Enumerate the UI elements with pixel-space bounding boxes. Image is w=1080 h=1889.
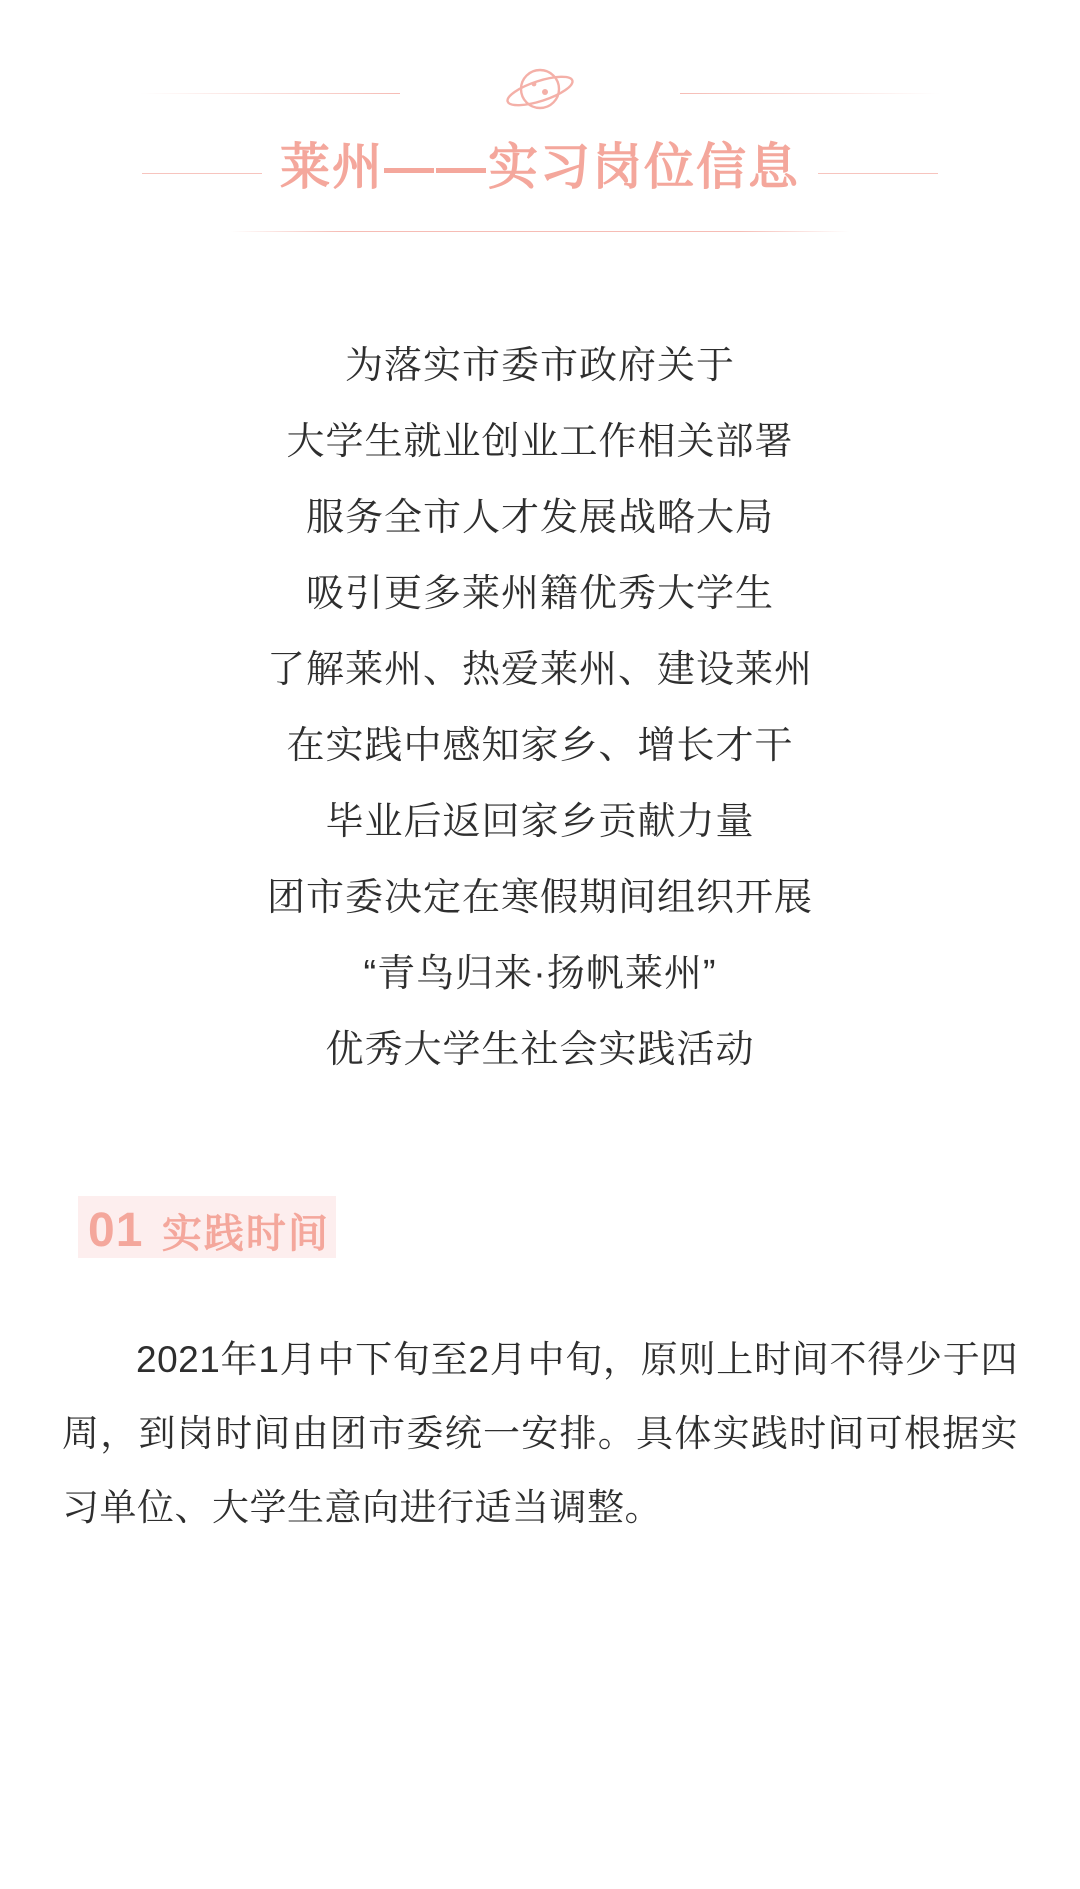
- title-underline: [230, 231, 850, 232]
- section-title: 实践时间: [161, 1211, 330, 1256]
- page-header: [0, 0, 1080, 232]
- intro-line: 优秀大学生社会实践活动: [325, 1028, 755, 1071]
- intro-line: 为落实市委市政府关于: [344, 344, 735, 387]
- intro-line: 在实践中感知家乡、增长才干: [286, 724, 794, 767]
- section-number: 01: [88, 1203, 144, 1257]
- section-paragraph: 2021年1月中下旬至2月中旬，原则上时间不得少于四周，到岗时间由团市委统一安排。具体实践时间可根据实习单位、大学生意向进行适当调整。: [62, 1338, 1018, 1528]
- section-heading: [78, 1192, 364, 1269]
- planet-icon: [494, 59, 586, 128]
- intro-block: [0, 328, 1080, 1088]
- intro-line: 吸引更多莱州籍优秀大学生: [305, 572, 774, 615]
- planet-ornament: [0, 58, 1080, 128]
- title-block: [234, 130, 846, 213]
- section-practice-time: [0, 1192, 1080, 1269]
- header-rule-left: [140, 93, 400, 94]
- header-rule-right: [680, 93, 940, 94]
- intro-line: 团市委决定在寒假期间组织开展: [266, 876, 813, 919]
- intro-line: 服务全市人才发展战略大局: [305, 496, 774, 539]
- intro-line: 大学生就业创业工作相关部署: [286, 420, 794, 463]
- intro-line: 了解莱州、热爱莱州、建设莱州: [266, 648, 813, 691]
- intro-line: “青鸟归来·扬帆莱州”: [363, 952, 717, 995]
- page-title: 莱州——实习岗位信息: [280, 139, 800, 195]
- intro-line: 毕业后返回家乡贡献力量: [325, 800, 755, 843]
